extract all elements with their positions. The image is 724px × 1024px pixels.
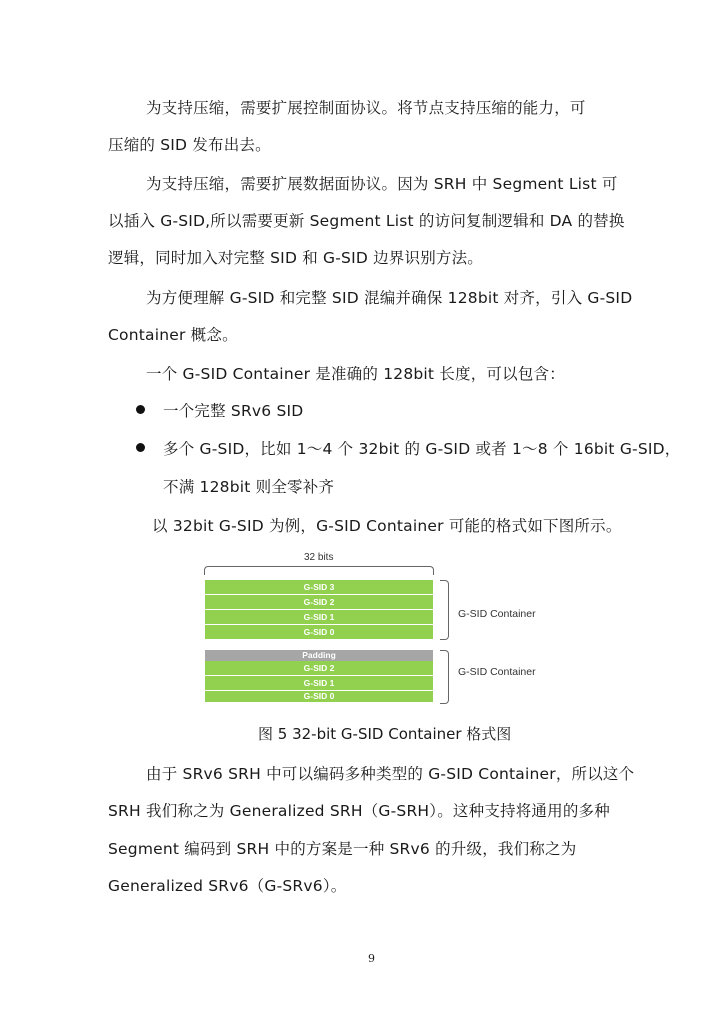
paragraph-line: Container 概念。 xyxy=(108,326,238,344)
paragraph-line: 一个 G-SID Container 是准确的 128bit 长度，可以包含： xyxy=(146,365,565,383)
bullet-item: 一个完整 SRv6 SID xyxy=(163,402,304,420)
paragraph-line: 为方便理解 G-SID 和完整 SID 混编并确保 128bit 对齐，引入 G-SID xyxy=(146,289,633,307)
gsid-row: G-SID 0 xyxy=(205,691,433,703)
paragraph-line: 逻辑，同时加入对完整 SID 和 G-SID 边界识别方法。 xyxy=(108,249,484,267)
paragraph-line: SRH 我们称之为 Generalized SRH（G-SRH）。这种支持将通用的多种 xyxy=(108,802,610,820)
paragraph-line: Generalized SRv6（G-SRv6）。 xyxy=(108,877,347,895)
gsid-row: G-SID 3 xyxy=(205,580,433,595)
bits-label: 32 bits xyxy=(304,552,334,563)
gsid-row: G-SID 1 xyxy=(205,610,433,625)
container-brace xyxy=(440,580,449,640)
gsid-row: G-SID 2 xyxy=(205,661,433,676)
bullet-item-continuation: 不满 128bit 则全零补齐 xyxy=(163,478,335,496)
gsid-row: G-SID 1 xyxy=(205,676,433,691)
bullet-dot-icon xyxy=(136,443,145,452)
gsid-row: G-SID 2 xyxy=(205,595,433,610)
paragraph-line: 压缩的 SID 发布出去。 xyxy=(108,136,271,154)
paragraph-line: 以插入 G-SID,所以需要更新 Segment List 的访问复制逻辑和 DA 的替换 xyxy=(108,212,625,230)
paragraph-line: 为支持压缩，需要扩展数据面协议。因为 SRH 中 Segment List 可 xyxy=(146,175,618,193)
gsid-container-figure xyxy=(200,548,560,708)
paragraph-line: Segment 编码到 SRH 中的方案是一种 SRv6 的升级，我们称之为 xyxy=(108,840,577,858)
container-label: G-SID Container xyxy=(458,666,536,678)
bits-brace xyxy=(204,566,434,575)
paragraph-line: 为支持压缩，需要扩展控制面协议。将节点支持压缩的能力，可 xyxy=(146,99,586,117)
gsid-row: G-SID 0 xyxy=(205,625,433,640)
bullet-dot-icon xyxy=(136,405,145,414)
container-label: G-SID Container xyxy=(458,608,536,620)
page-number: 9 xyxy=(368,952,375,965)
container-brace xyxy=(440,650,449,704)
padding-row: Padding xyxy=(205,650,433,662)
paragraph-line: 由于 SRv6 SRH 中可以编码多种类型的 G-SID Container，所以这个 xyxy=(146,765,635,783)
figure-caption: 图 5 32-bit G-SID Container 格式图 xyxy=(258,725,512,743)
bullet-item: 多个 G-SID，比如 1～4 个 32bit 的 G-SID 或者 1～8 个 16bit G-SID， xyxy=(163,440,681,458)
paragraph-line: 以 32bit G-SID 为例，G-SID Container 可能的格式如下图所示。 xyxy=(152,517,622,535)
